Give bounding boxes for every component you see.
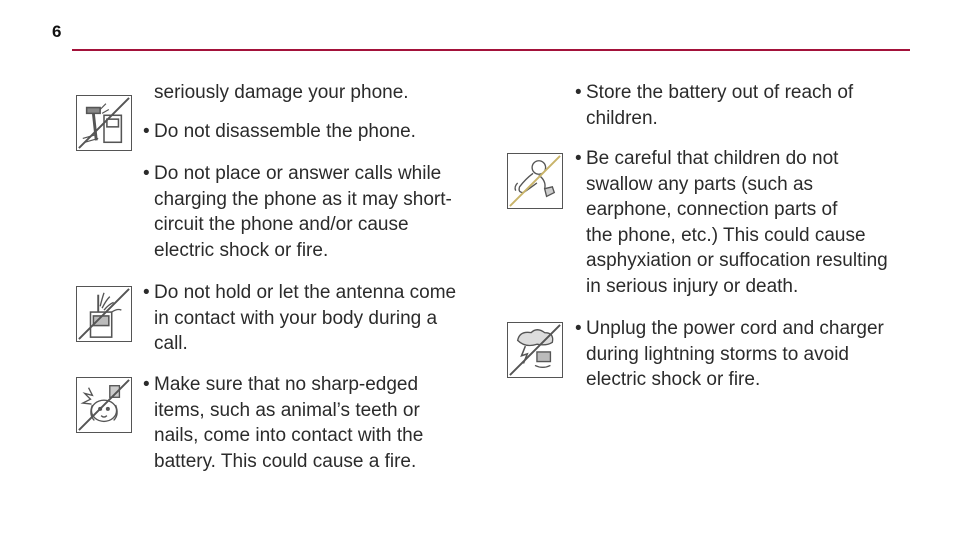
list-item (575, 316, 884, 393)
bullet-line: asphyxiation or suffocation resulting (586, 250, 888, 272)
no-child-swallow-icon (507, 153, 563, 209)
bullet-line: Be careful that children do not (586, 148, 839, 169)
list-item (575, 146, 888, 300)
bullet-line: Make sure that no sharp-edged (154, 374, 419, 395)
list-item (143, 280, 456, 357)
no-lightning-charging-icon (507, 322, 563, 378)
bullet-line: Do not hold or let the antenna come (154, 282, 457, 303)
list-item (143, 119, 416, 145)
bullet-glyph: • (143, 282, 150, 303)
bullet-line: in serious injury or death. (586, 275, 799, 297)
bullet-glyph: • (143, 163, 150, 184)
header-rule (72, 49, 910, 51)
bullet-line: call. (154, 333, 188, 355)
list-item (575, 80, 853, 131)
bullet-glyph: • (575, 318, 582, 339)
list-item (143, 161, 452, 263)
continuation-text: seriously damage your phone. (154, 82, 409, 103)
bullet-line: during lightning storms to avoid (586, 343, 849, 365)
bullet-glyph: • (575, 82, 582, 103)
no-antenna-contact-icon (76, 286, 132, 342)
list-item (143, 372, 423, 474)
bullet-line: circuit the phone and/or cause (154, 214, 409, 236)
page-number: 6 (52, 22, 62, 41)
bullet-line: Do not place or answer calls while (154, 163, 442, 184)
bullet-line: children. (586, 107, 658, 129)
bullet-line: electric shock or fire. (154, 239, 329, 261)
bullet-line: items, such as animal’s teeth or (154, 399, 420, 421)
bullet-line: swallow any parts (such as (586, 173, 814, 195)
bullet-line: charging the phone as it may short- (154, 188, 452, 210)
bullet-line: Unplug the power cord and charger (586, 318, 884, 339)
bullet-glyph: • (143, 374, 150, 395)
no-animal-bite-icon (76, 377, 132, 433)
bullet-line: electric shock or fire. (586, 369, 761, 391)
no-hammer-icon (76, 95, 132, 151)
bullet-line: earphone, connection parts of (586, 199, 838, 221)
bullet-line: Store the battery out of reach of (586, 82, 854, 103)
bullet-line: the phone, etc.) This could cause (586, 224, 866, 246)
bullet-line: nails, come into contact with the (154, 425, 424, 447)
bullet-glyph: • (143, 121, 150, 142)
bullet-glyph: • (575, 148, 582, 169)
bullet-line: battery. This could cause a fire. (154, 450, 417, 472)
bullet-line: in contact with your body during a (154, 307, 438, 329)
bullet-line: Do not disassemble the phone. (154, 121, 416, 142)
